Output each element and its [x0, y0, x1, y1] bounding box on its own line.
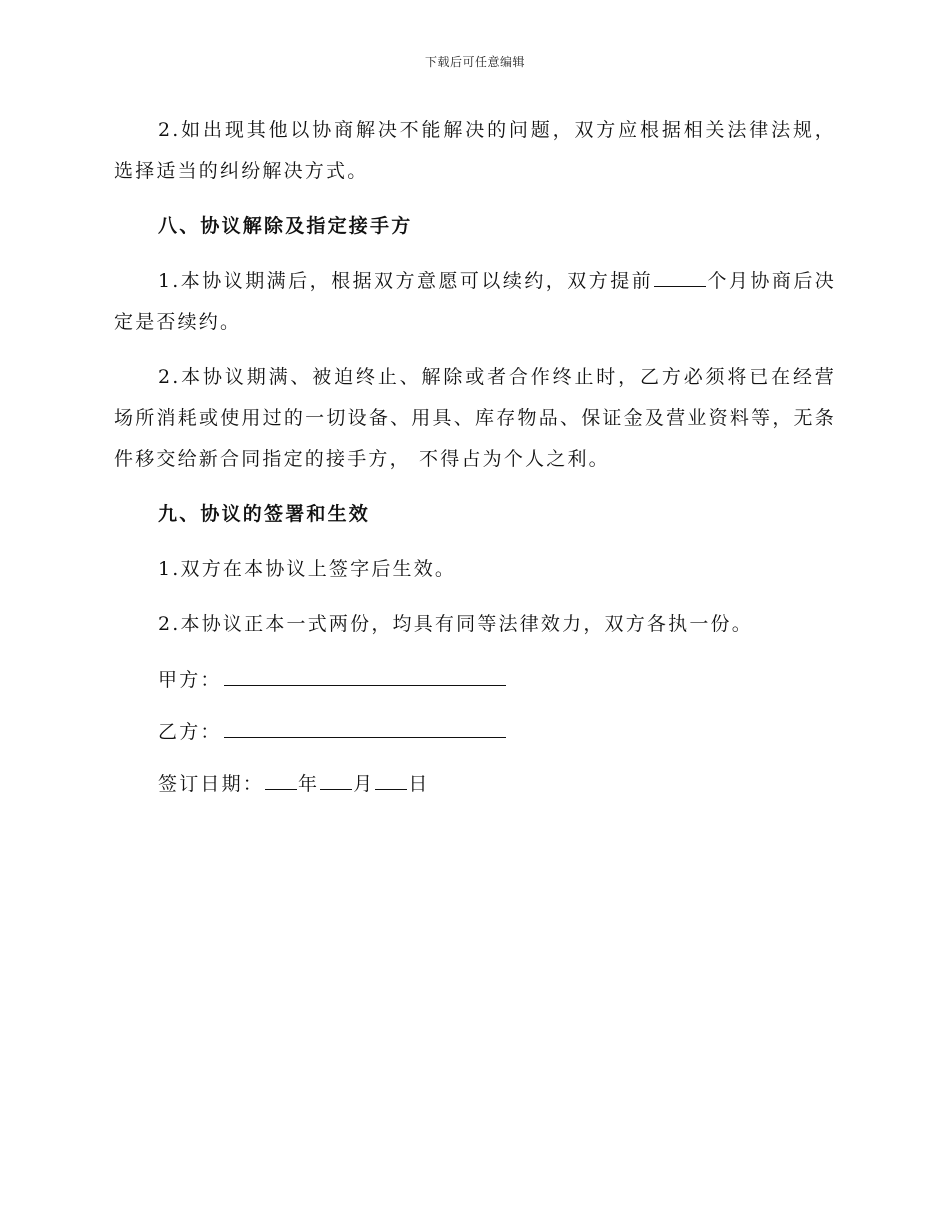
date-label: 签订日期：	[158, 773, 265, 795]
paragraph-copies: 2.本协议正本一式两份，均具有同等法律效力，双方各执一份。	[158, 613, 753, 635]
party-b-blank	[224, 717, 506, 738]
year-blank	[265, 771, 297, 790]
renewal-text-after: 个月协商后决定是否续约。	[114, 270, 836, 333]
paragraph-renewal	[114, 261, 836, 343]
renewal-text-before: 1.本协议期满后，根据双方意愿可以续约，双方提前	[158, 270, 654, 292]
document-body	[114, 110, 836, 815]
paragraph-dispute-resolution: 2.如出现其他以协商解决不能解决的问题，双方应根据相关法律法规，选择适当的纠纷解决方式。	[114, 119, 836, 182]
section-heading-8: 八、协议解除及指定接手方	[158, 215, 413, 237]
renewal-months-blank	[654, 268, 706, 287]
day-blank	[375, 771, 407, 790]
section-heading-9: 九、协议的签署和生效	[158, 503, 371, 525]
year-label: 年	[298, 773, 320, 795]
party-a-label: 甲方：	[158, 669, 222, 691]
paragraph-handover: 2.本协议期满、被迫终止、解除或者合作终止时，乙方必须将已在经营场所消耗或使用过的一切设备、用具、库存物品、保证金及营业资料等，无条件移交给新合同指定的接手方， 不得占为个人之利。	[114, 366, 836, 470]
header-text: 下载后可任意编辑	[424, 55, 525, 69]
party-b-label: 乙方：	[158, 721, 222, 743]
party-b-signature-line	[114, 711, 836, 753]
party-a-blank	[224, 665, 506, 686]
page-header	[0, 53, 950, 70]
month-label: 月	[353, 773, 375, 795]
party-a-signature-line	[114, 659, 836, 701]
paragraph-effective: 1.双方在本协议上签字后生效。	[158, 558, 457, 580]
month-blank	[320, 771, 352, 790]
day-label: 日	[408, 773, 430, 795]
signing-date-line	[114, 763, 836, 805]
